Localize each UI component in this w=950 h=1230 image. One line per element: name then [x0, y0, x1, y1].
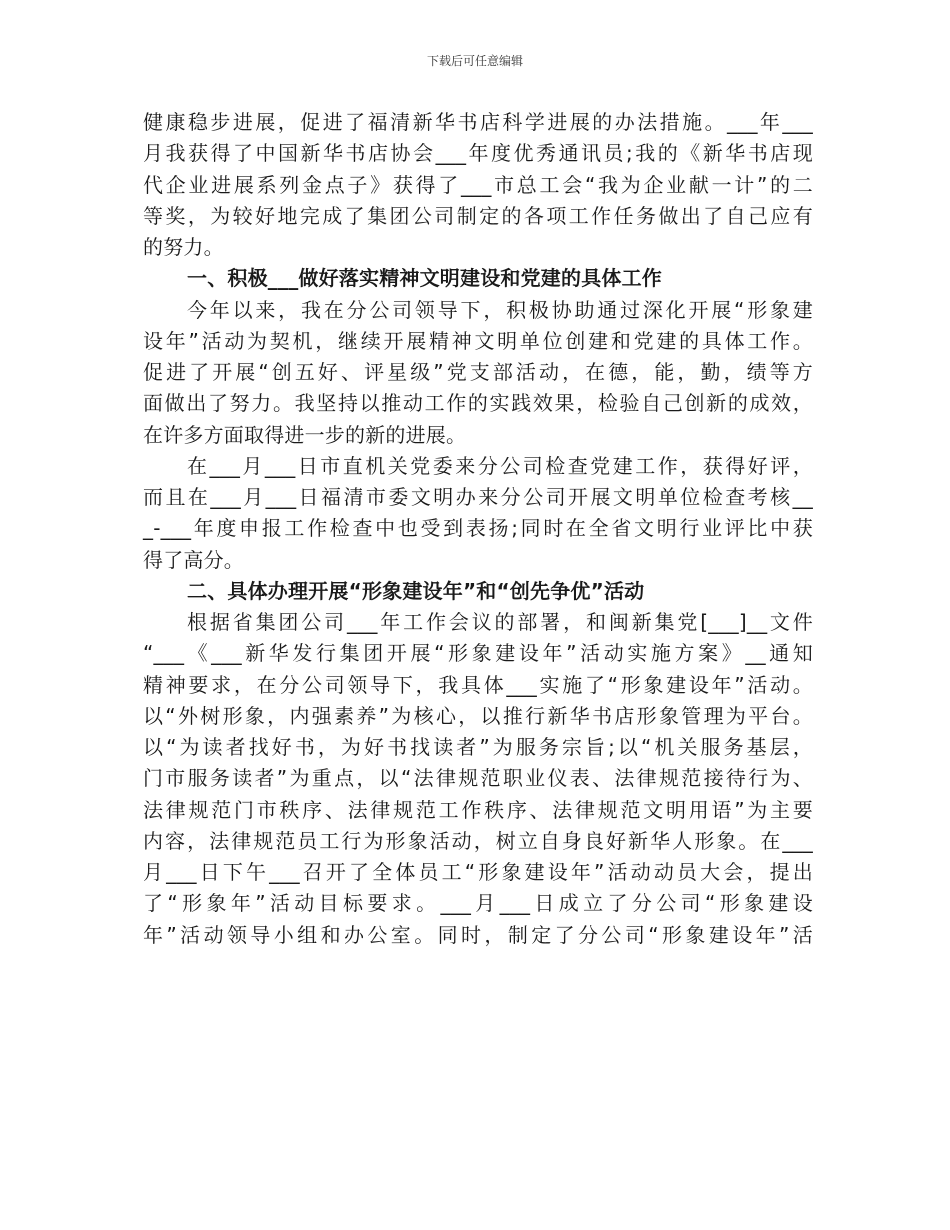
text-line: 月我获得了中国新华书店协会___年度优秀通讯员;我的《新华书店现 [143, 141, 813, 166]
text-line: 年”活动领导小组和办公室。同时，制定了分公司“形象建设年”活 [143, 922, 813, 947]
text-line: 门市服务读者”为重点，以“法律规范职业仪表、法律规范接待行为、 [143, 766, 813, 791]
text-line: 得了高分。 [143, 547, 244, 572]
page-header: 下载后可任意编辑 [426, 54, 523, 68]
text-line: 在许多方面取得进一步的新的进展。 [143, 422, 467, 447]
text-line: 面做出了努力。我坚持以推动工作的实践效果，检验自己创新的成效， [143, 391, 813, 416]
text-line: 健康稳步进展，促进了福清新华书店科学进展的办法措施。___年___ [143, 110, 813, 134]
text-line: 等奖，为较好地完成了集团公司制定的各项工作任务做出了自己应有 [143, 203, 813, 228]
text-line: 月___日下午___召开了全体员工“形象建设年”活动动员大会，提出 [143, 860, 813, 884]
text-line: 的努力。 [143, 235, 224, 259]
text-line: 以“外树形象，内强素养”为核心，以推行新华书店形象管理为平台。 [143, 703, 813, 728]
text-line: 代企业进展系列金点子》获得了___市总工会“我为企业献一计”的二 [143, 172, 813, 197]
text-line: 促进了开展“创五好、评星级”党支部活动，在德，能，勤，绩等方 [143, 360, 813, 384]
text-line: 法律规范门市秩序、法律规范工作秩序、法律规范文明用语”为主要 [143, 797, 813, 822]
text-line: _-___年度申报工作检查中也受到表扬;同时在全省文明行业评比中获 [143, 516, 813, 541]
section-heading: 二、具体办理开展“形象建设年”和“创先争优”活动 [187, 578, 645, 603]
text-line: “___《___新华发行集团开展“形象建设年”活动实施方案》__通知 [143, 641, 813, 666]
text-line: 内容，法律规范员工行为形象活动，树立自身良好新华人形象。在___ [143, 828, 813, 853]
text-line: 了“形象年”活动目标要求。___月___日成立了分公司“形象建设 [143, 891, 813, 916]
text-line: 今年以来，我在分公司领导下，积极协助通过深化开展“形象建 [187, 297, 813, 322]
text-line: 根据省集团公司___年工作会议的部署，和闽新集党[___]__文件 [187, 610, 813, 634]
text-line: 设年”活动为契机，继续开展精神文明单位创建和党建的具体工作。 [143, 328, 813, 353]
text-line: 精神要求，在分公司领导下，我具体___实施了“形象建设年”活动。 [143, 672, 813, 697]
document-body [143, 107, 813, 951]
text-line: 而且在___月___日福清市委文明办来分公司开展文明单位检查考核__ [143, 485, 813, 509]
text-line: 在___月___日市直机关党委来分公司检查党建工作，获得好评， [187, 453, 813, 478]
section-heading: 一、积极___做好落实精神文明建设和党建的具体工作 [187, 266, 662, 291]
text-line: 以“为读者找好书，为好书找读者”为服务宗旨;以“机关服务基层， [143, 735, 813, 759]
